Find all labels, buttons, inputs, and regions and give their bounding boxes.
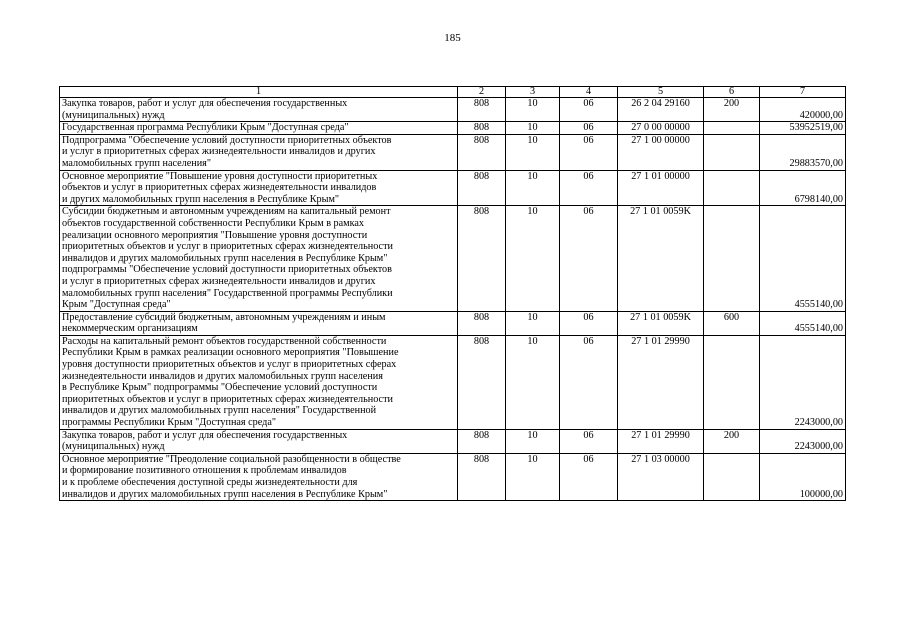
col-header-6: 6 [704,87,760,98]
row-amount: 2243000,00 [760,429,846,453]
row-name: Закупка товаров, работ и услуг для обеспечения государственных (муниципальных) нужд [60,429,458,453]
row-name: Субсидии бюджетным и автономным учреждениям на капитальный ремонт объектов государственной собственности Республики Крым в рамках реализации основного мероприятия "Повышение уровня доступности приоритетных объектов и услуг в приоритетных сферах жизнедеятельности инвалидов и других маломобильных групп населения в Республике Крым" подпрограммы "Обеспечение условий доступности приоритетных объектов и услуг в приоритетных сферах жизнедеятельности инвалидов и других маломобильных групп населения" Государственной программы Республики Крым "Доступная среда" [60,206,458,311]
header-row [60,87,846,98]
table-row [60,453,846,500]
row-name: Подпрограмма "Обеспечение условий доступности приоритетных объектов и услуг в приоритетных сферах жизнедеятельности инвалидов и других маломобильных групп населения" [60,134,458,170]
table-row [60,98,846,122]
row-amount: 6798140,00 [760,170,846,206]
row-target-code: 27 1 00 00000 [618,134,704,170]
col-header-4: 4 [560,87,618,98]
row-amount: 100000,00 [760,453,846,500]
row-target-code: 27 0 00 00000 [618,122,704,135]
row-target-code: 27 1 01 29990 [618,335,704,429]
row-expense-type [704,206,760,311]
row-grbs: 808 [458,134,506,170]
row-subsection: 06 [560,453,618,500]
row-subsection: 06 [560,429,618,453]
row-expense-type: 200 [704,429,760,453]
row-section: 10 [506,134,560,170]
budget-table [59,86,846,501]
row-amount: 29883570,00 [760,134,846,170]
row-expense-type [704,453,760,500]
col-header-5: 5 [618,87,704,98]
row-expense-type [704,122,760,135]
row-section: 10 [506,170,560,206]
row-amount: 2243000,00 [760,335,846,429]
row-subsection: 06 [560,98,618,122]
row-grbs: 808 [458,429,506,453]
row-grbs: 808 [458,311,506,335]
col-header-1: 1 [60,87,458,98]
row-amount: 53952519,00 [760,122,846,135]
row-target-code: 27 1 03 00000 [618,453,704,500]
table-row [60,429,846,453]
row-subsection: 06 [560,122,618,135]
row-section: 10 [506,453,560,500]
row-target-code: 27 1 01 0059K [618,206,704,311]
row-section: 10 [506,311,560,335]
row-subsection: 06 [560,206,618,311]
row-target-code: 26 2 04 29160 [618,98,704,122]
page-number: 185 [444,32,461,44]
row-subsection: 06 [560,134,618,170]
row-expense-type [704,335,760,429]
row-name: Предоставление субсидий бюджетным, автономным учреждениям и иным некоммерческим организациям [60,311,458,335]
row-name: Государственная программа Республики Крым "Доступная среда" [60,122,458,135]
row-target-code: 27 1 01 0059K [618,311,704,335]
table-row [60,311,846,335]
row-expense-type [704,134,760,170]
row-name: Расходы на капитальный ремонт объектов государственной собственности Республики Крым в рамках реализации основного мероприятия "Повышение уровня доступности приоритетных объектов и услуг в приоритетных сферах жизнедеятельности инвалидов и других маломобильных групп населения в Республике Крым" подпрограммы "Обеспечение условий доступности приоритетных объектов и услуг в приоритетных сферах жизнедеятельности инвалидов и других маломобильных групп населения" Государственной программы Республики Крым "Доступная среда" [60,335,458,429]
row-expense-type: 600 [704,311,760,335]
row-name: Закупка товаров, работ и услуг для обеспечения государственных (муниципальных) нужд [60,98,458,122]
row-section: 10 [506,206,560,311]
row-target-code: 27 1 01 29990 [618,429,704,453]
row-grbs: 808 [458,98,506,122]
table-row [60,335,846,429]
row-subsection: 06 [560,311,618,335]
table-row [60,206,846,311]
col-header-2: 2 [458,87,506,98]
row-name: Основное мероприятие "Повышение уровня доступности приоритетных объектов и услуг в приоритетных сферах жизнедеятельности инвалидов и других маломобильных групп населения в Республике Крым" [60,170,458,206]
row-section: 10 [506,335,560,429]
col-header-3: 3 [506,87,560,98]
table-row [60,122,846,135]
row-grbs: 808 [458,206,506,311]
row-amount: 4555140,00 [760,206,846,311]
row-target-code: 27 1 01 00000 [618,170,704,206]
row-section: 10 [506,98,560,122]
row-amount: 420000,00 [760,98,846,122]
row-section: 10 [506,122,560,135]
row-amount: 4555140,00 [760,311,846,335]
row-grbs: 808 [458,453,506,500]
table-row [60,134,846,170]
row-name: Основное мероприятие "Преодоление социальной разобщенности в обществе и формирование позитивного отношения к проблемам инвалидов и к проблеме обеспечения доступной среды жизнедеятельности для инвалидов и других маломобильных групп населения в Республике Крым" [60,453,458,500]
row-expense-type [704,170,760,206]
row-subsection: 06 [560,335,618,429]
table-row [60,170,846,206]
row-grbs: 808 [458,122,506,135]
row-grbs: 808 [458,170,506,206]
col-header-7: 7 [760,87,846,98]
row-subsection: 06 [560,170,618,206]
row-expense-type: 200 [704,98,760,122]
row-grbs: 808 [458,335,506,429]
row-section: 10 [506,429,560,453]
